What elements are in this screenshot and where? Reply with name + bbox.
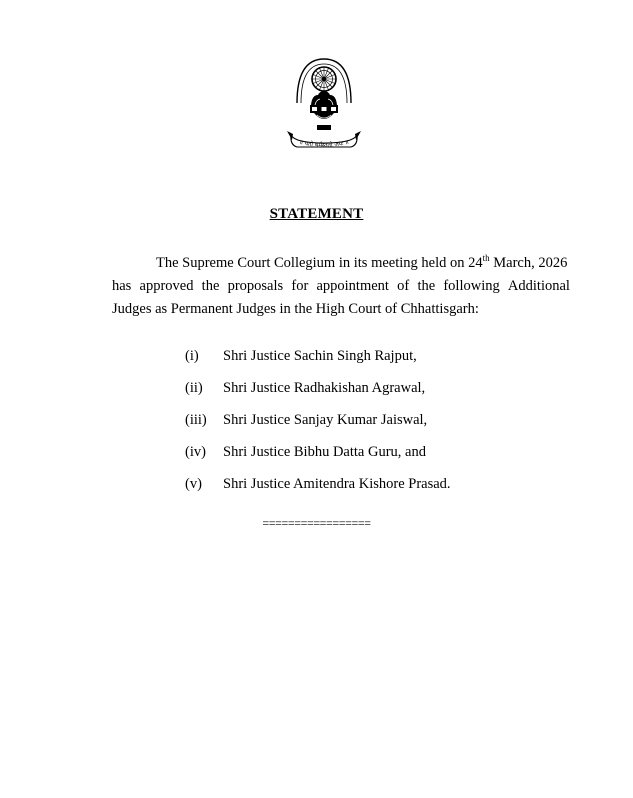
paragraph-word: following — [443, 278, 500, 294]
list-item-number: (ii) — [185, 380, 203, 396]
paragraph-word: has — [112, 278, 132, 294]
paragraph-word: approved — [139, 278, 194, 294]
list-item-number: (iii) — [185, 412, 207, 428]
paragraph-word: appointment — [316, 278, 389, 294]
list-item-number: (v) — [185, 476, 202, 492]
list-item-name: Shri Justice Sachin Singh Rajput, — [223, 348, 417, 364]
list-item-name: Shri Justice Bibhu Datta Guru, and — [223, 444, 426, 460]
list-item-number: (iv) — [185, 444, 206, 460]
paragraph-line-1-text: The Supreme Court Collegium in its meeting held on 24th March, 2026 — [156, 253, 568, 271]
paragraph-line-3-text: Judges as Permanent Judges in the High Court of Chhattisgarh: — [112, 301, 479, 317]
paragraph-word: the — [417, 278, 436, 294]
paragraph-line-3 — [112, 298, 570, 321]
supreme-court-emblem-icon — [285, 55, 363, 167]
paragraph-line-1 — [112, 252, 570, 275]
list-item-name: Shri Justice Radhakishan Agrawal, — [223, 380, 426, 396]
paragraph-word: Additional — [507, 278, 570, 294]
paragraph-word: of — [397, 278, 410, 294]
paragraph-word: the — [201, 278, 220, 294]
emblem-motto: ॥ यतो धर्मस्ततो जयः ॥ — [298, 138, 350, 150]
paragraph-word: for — [291, 278, 309, 294]
paragraph-word: proposals — [227, 278, 284, 294]
page-title: STATEMENT — [269, 206, 364, 222]
paragraph-line-2 — [112, 275, 570, 298]
separator-line: ================= — [262, 516, 371, 530]
statement-paragraph — [112, 252, 570, 321]
list-item-name: Shri Justice Amitendra Kishore Prasad. — [223, 476, 451, 492]
list-item-number: (i) — [185, 348, 199, 364]
list-item-name: Shri Justice Sanjay Kumar Jaiswal, — [223, 412, 428, 428]
